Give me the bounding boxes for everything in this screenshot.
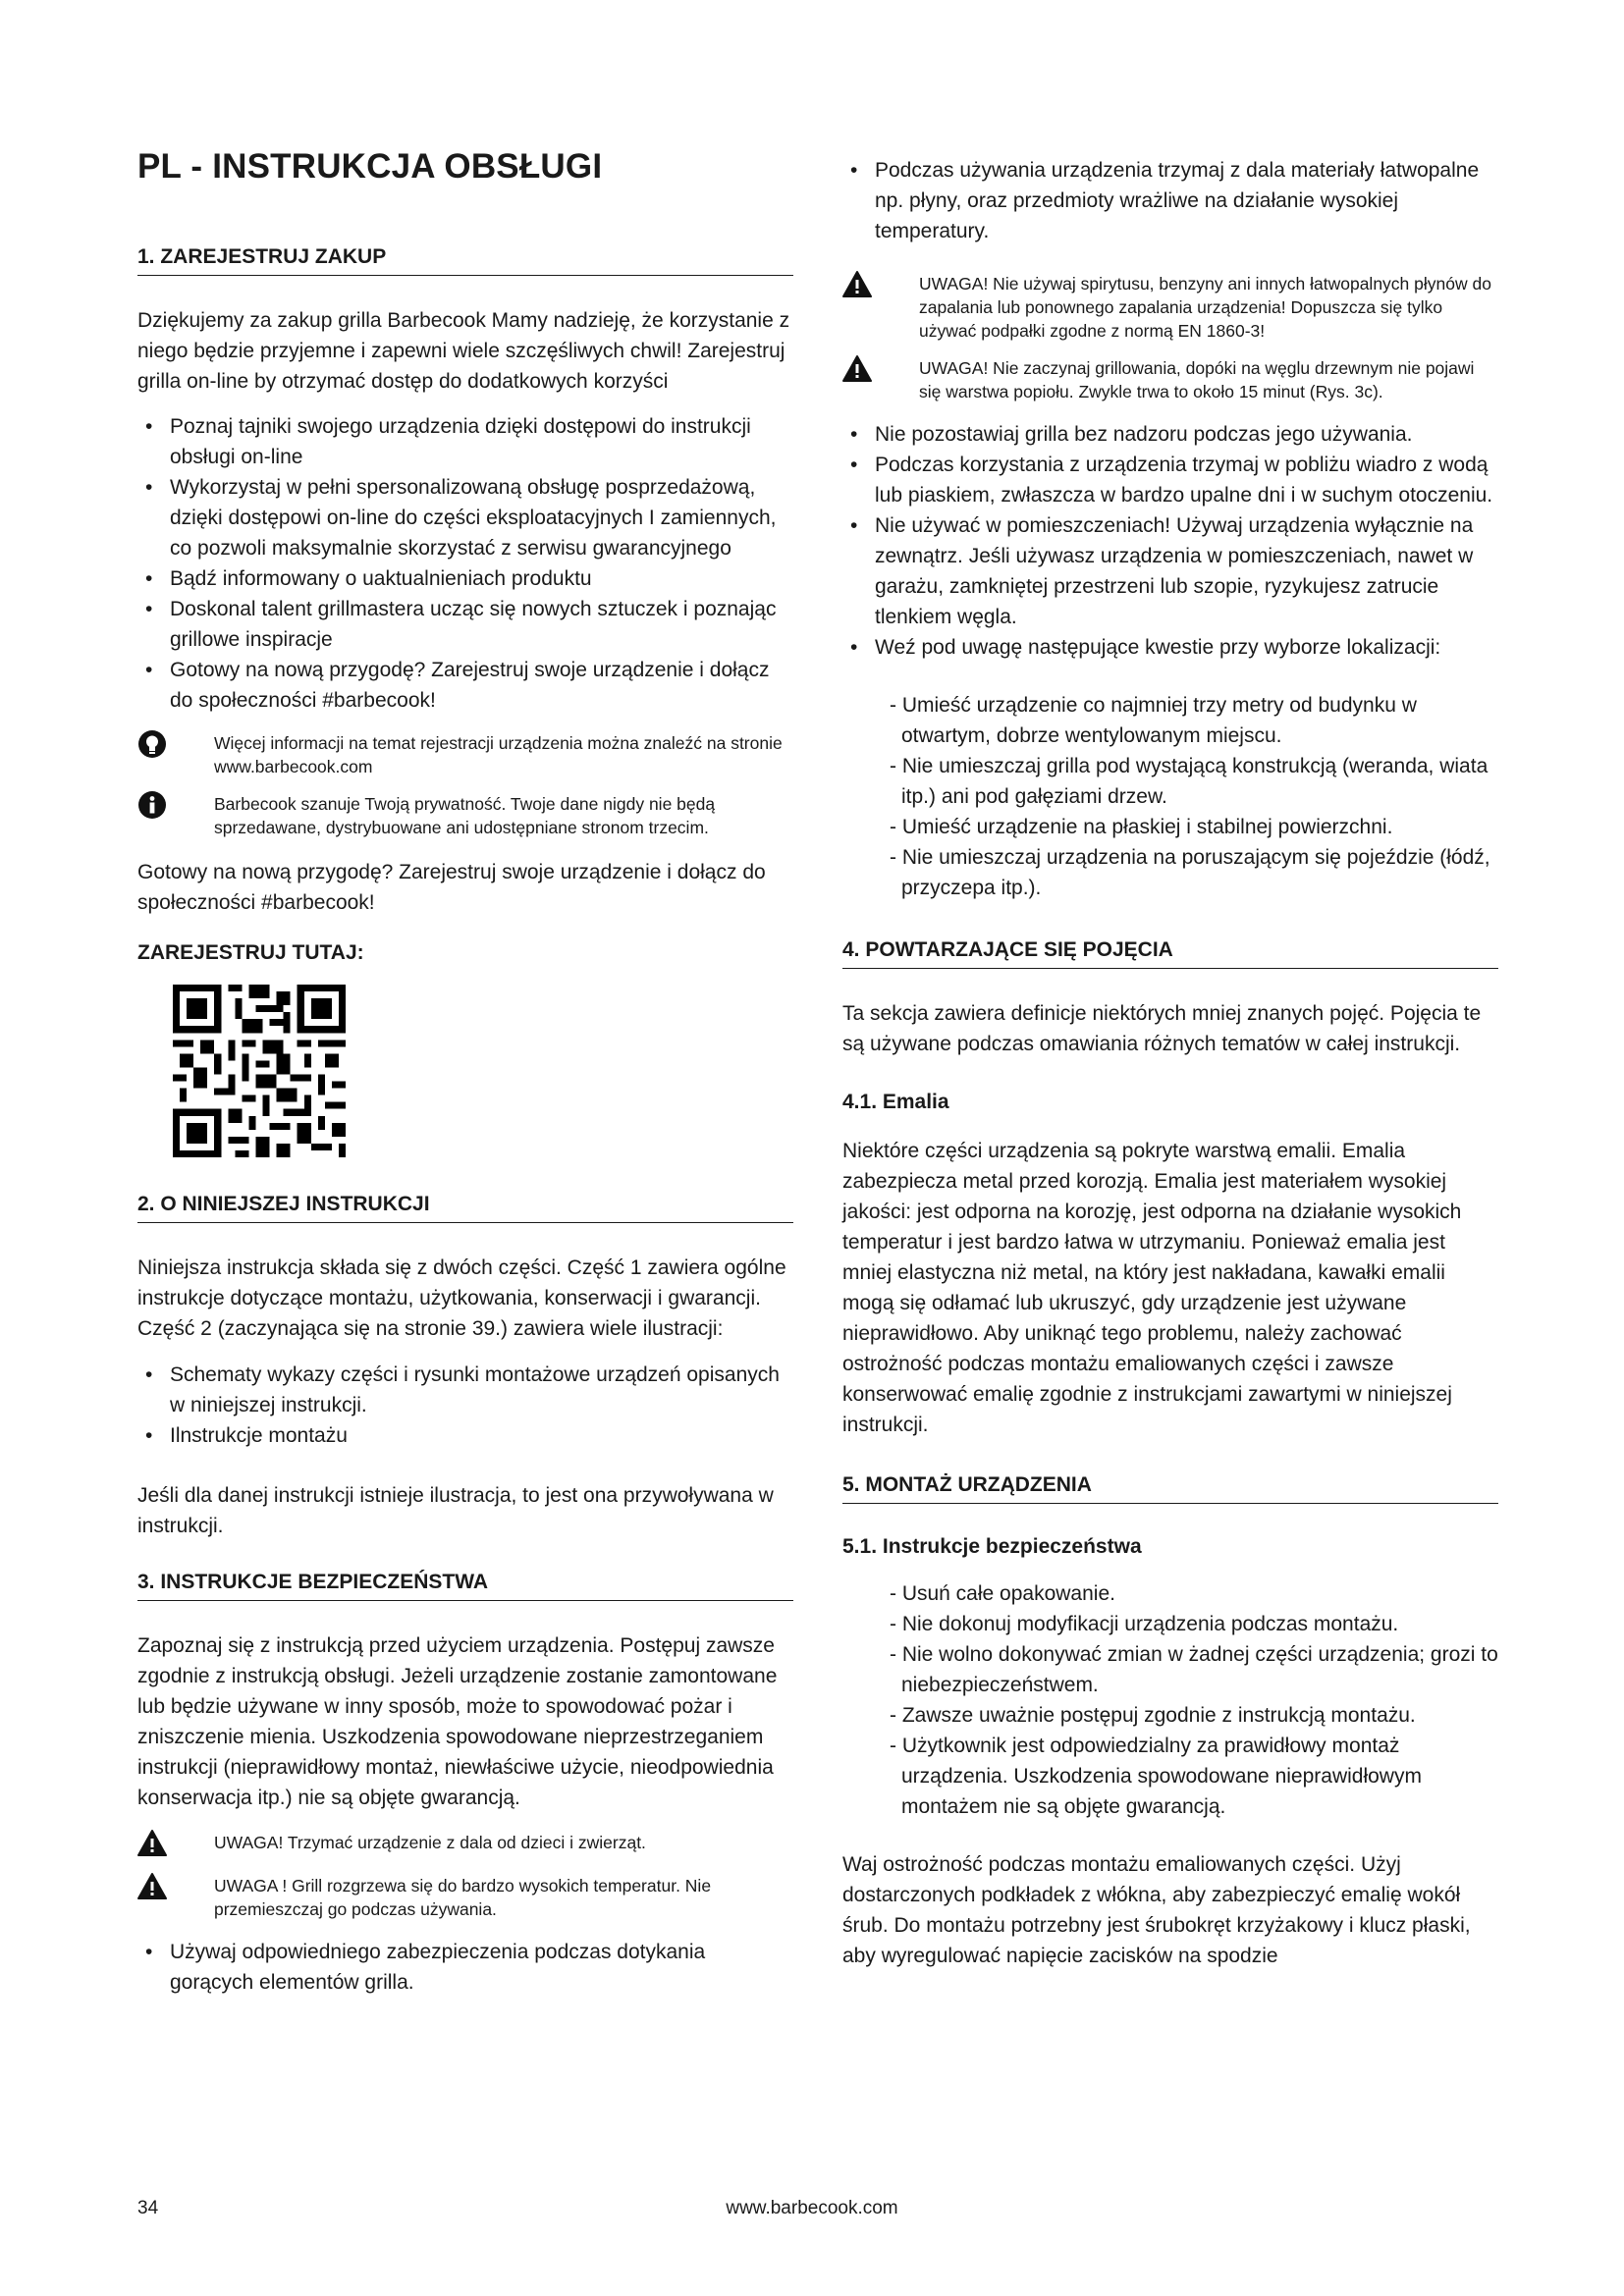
tip-note [137,731,793,778]
warning-icon [137,1829,167,1858]
list-item: • Podczas korzystania z urządzenia trzymaj w pobliżu wiadro z wodą lub piaskiem, zwłaszcza w bardzo upalne dni i w suchym otoczeniu. [850,454,1493,507]
list-item: - Nie umieszczaj urządzenia na poruszającym się pojeździe (łódź, przyczepa itp.). [890,846,1490,899]
list-item: - Usuń całe opakowanie. [890,1582,1115,1605]
qr-code[interactable] [173,985,346,1157]
footer-website: www.barbecook.com [726,2198,898,2218]
left-column [137,147,793,1998]
list-item: • Poznaj tajniki swojego urządzenia dzięki dostępowi do instrukcji obsługi on-line [145,415,751,468]
warning-note-2-text: UWAGA ! Grill rozgrzewa się do bardzo wysokich temperatur. Nie przemieszczaj go podczas używania. [214,1876,712,1919]
list-item: • Używaj odpowiedniego zabezpieczenia podczas dotykania gorących elementów grilla. [145,1941,706,1994]
warning-icon [137,1872,167,1901]
list-item: • Ilnstrukcje montażu [145,1424,348,1447]
section-5-heading: 5. MONTAŻ URZĄDZENIA [842,1473,1498,1504]
list-item: • Nie używać w pomieszczeniach! Używaj urządzenia wyłącznie na zewnątrz. Jeśli używasz urządzenia w pomieszczeniach, nawet w garażu, zamkniętej przestrzeni lub szopie, ryzykujesz zatrucie tlenkiem węgla. [850,514,1474,628]
section-5-outro: Waj ostrożność podczas montażu emaliowanych części. Użyj dostarczonych podkładek z włókna, aby zabezpieczyć emalię wokół śrub. Do montażu potrzebny jest śrubokręt krzyżakowy i klucz płaski, aby wyregulować napięcie zacisków na spodzie [842,1853,1471,1967]
page-number: 34 [137,2198,159,2218]
section-5-1-heading: 5.1. Instrukcje bezpieczeństwa [842,1535,1142,1558]
section-2-bullets [137,1360,793,1451]
section-3-intro: Zapoznaj się z instrukcją przed użyciem urządzenia. Postępuj zawsze zgodnie z instrukcją obsługi. Jeżeli urządzenie zostanie zamontowane lub będzie używane w inny sposób, może to spowodować pożar i zniszczenie mienia. Uszkodzenia spowodowane nieprzestrzeganiem instrukcji (nieprawidłowy montaż, niewłaściwe użycie, nieodpowiednia konserwacja itp.) nie są objęte gwarancją. [137,1634,778,1809]
warning-note-1-text: UWAGA! Trzymać urządzenie z dala od dzieci i zwierząt. [214,1833,646,1852]
warning-note-4 [842,356,1498,403]
section-2-heading: 2. O NINIEJSZEJ INSTRUKCJI [137,1193,793,1223]
tip-note-text: Więcej informacji na temat rejestracji urządzenia można znaleźć na stronie www.barbecook.com [214,733,783,776]
warning-note-1 [137,1831,793,1858]
warning-icon [842,270,872,299]
section-1-heading: 1. ZAREJESTRUJ ZAKUP [137,245,793,276]
section-2-intro: Niniejsza instrukcja składa się z dwóch części. Część 1 zawiera ogólne instrukcje dotyczące montażu, użytkowania, konserwacji i gwarancji. Część 2 (zaczynająca się na stronie 39.) zawiera wiele ilustracji: [137,1256,786,1340]
warning-note-4-text: UWAGA! Nie zaczynaj grillowania, dopóki na węglu drzewnym nie pojawi się warstwa popiołu. Zwykle trwa to około 15 minut (Rys. 3c). [919,358,1475,401]
section-4-intro: Ta sekcja zawiera definicje niektórych mniej znanych pojęć. Pojęcia te są używane podczas omawiania różnych tematów w całej instrukcji. [842,1002,1482,1055]
info-icon [137,790,167,820]
section-2-outro: Jeśli dla danej instrukcji istnieje ilustracja, to jest ona przywoływana w instrukcji. [137,1484,774,1537]
list-item: • Nie pozostawiaj grilla bez nadzoru podczas jego używania. [850,423,1413,446]
list-item: - Umieść urządzenie co najmniej trzy metry od budynku w otwartym, dobrze wentylowanym miejscu. [890,694,1417,747]
list-item: • Weź pod uwagę następujące kwestie przy wyborze lokalizacji: [850,636,1441,659]
lightbulb-icon [137,729,167,759]
warning-note-2 [137,1874,793,1921]
location-dash-list [842,690,1498,903]
page-title: PL - INSTRUKCJA OBSŁUGI [137,147,603,186]
list-item: • Schematy wykazy części i rysunki montażowe urządzeń opisanych w niniejszej instrukcji. [145,1363,780,1416]
assembly-dash-list [842,1578,1498,1822]
list-item: - Użytkownik jest odpowiedzialny za prawidłowy montaż urządzenia. Uszkodzenia spowodowane nieprawidłowym montażem nie są objęte gwarancją. [890,1735,1422,1818]
right-column [842,155,1498,1971]
list-item: • Bądź informowany o uaktualnieniach produktu [145,567,592,590]
list-item: • Doskonal talent grillmastera ucząc się nowych sztuczek i poznając grillowe inspiracje [145,598,777,651]
section-3-bullets-right [842,419,1498,663]
list-item: - Umieść urządzenie na płaskiej i stabilnej powierzchni. [890,816,1393,838]
section-4-heading: 4. POWTARZAJĄCE SIĘ POJĘCIA [842,938,1498,969]
section-4-1-text: Niektóre części urządzenia są pokryte warstwą emalii. Emalia zabezpiecza metal przed korozją. Emalia jest materiałem wysokiej jakości: jest odporna na korozję, jest odporna na działanie wysokich temperatur i jest bardzo łatwa w utrzymaniu. Ponieważ emalia jest mniej elastyczna niż metal, na który jest nakładana, kawałki emalii mogą się odłamać lub ukruszyć, gdy urządzenie jest używane nieprawidłowo. Aby uniknąć tego problemu, należy zachować ostrożność podczas montażu emaliowanych części i zawsze konserwować emalię zgodnie z instrukcjami zawartymi w niniejszej instrukcji. [842,1140,1462,1436]
section-1-intro: Dziękujemy za zakup grilla Barbecook Mamy nadzieję, że korzystanie z niego będzie przyjemne i zapewni wiele szczęśliwych chwil! Zarejestruj grilla on-line by otrzymać dostęp do dodatkowych korzyści [137,309,790,393]
section-4-1-heading: 4.1. Emalia [842,1091,949,1113]
list-item: - Nie wolno dokonywać zmian w żadnej części urządzenia; grozi to niebezpieczeństwem. [890,1643,1498,1696]
list-item: • Gotowy na nową przygodę? Zarejestruj swoje urządzenie i dołącz do społeczności #barbecook! [145,659,770,712]
warning-note-3-text: UWAGA! Nie używaj spirytusu, benzyny ani innych łatwopalnych płynów do zapalania lub ponownego zapalania urządzenia! Dopuszcza się tylko używać podpałki zgodne z normą EN 1860-3! [919,274,1491,341]
section-1-bullets [137,411,793,716]
list-item: - Zawsze uważnie postępuj zgodnie z instrukcją montażu. [890,1704,1416,1727]
list-item: • Wykorzystaj w pełni spersonalizowaną obsługę posprzedażową, dzięki dostępowi on-line do części eksploatacyjnych I zamiennych, co pozwoli maksymalnie skorzystać z serwisu gwarancyjnego [145,476,777,560]
warning-icon [842,354,872,384]
list-item: - Nie dokonuj modyfikacji urządzenia podczas montażu. [890,1613,1399,1635]
section-1-ready: Gotowy na nową przygodę? Zarejestruj swoje urządzenie i dołącz do społeczności #barbecook! [137,861,766,914]
info-note-text: Barbecook szanuje Twoją prywatność. Twoje dane nigdy nie będą sprzedawane, dystrybuowane ani udostępniane stronom trzecim. [214,794,716,837]
register-here-label: ZAREJESTRUJ TUTAJ: [137,941,364,964]
section-3-bullets-left [137,1937,793,1998]
list-item: • Podczas używania urządzenia trzymaj z dala materiały łatwopalne np. płyny, oraz przedmioty wrażliwe na działanie wysokiej temperatury. [850,159,1480,242]
info-note [137,792,793,839]
section-3-bullets-right-top [842,155,1498,246]
warning-note-3 [842,272,1498,343]
list-item: - Nie umieszczaj grilla pod wystającą konstrukcją (weranda, wiata itp.) ani pod gałęziami drzew. [890,755,1489,808]
section-3-heading: 3. INSTRUKCJE BEZPIECZEŃSTWA [137,1571,793,1601]
